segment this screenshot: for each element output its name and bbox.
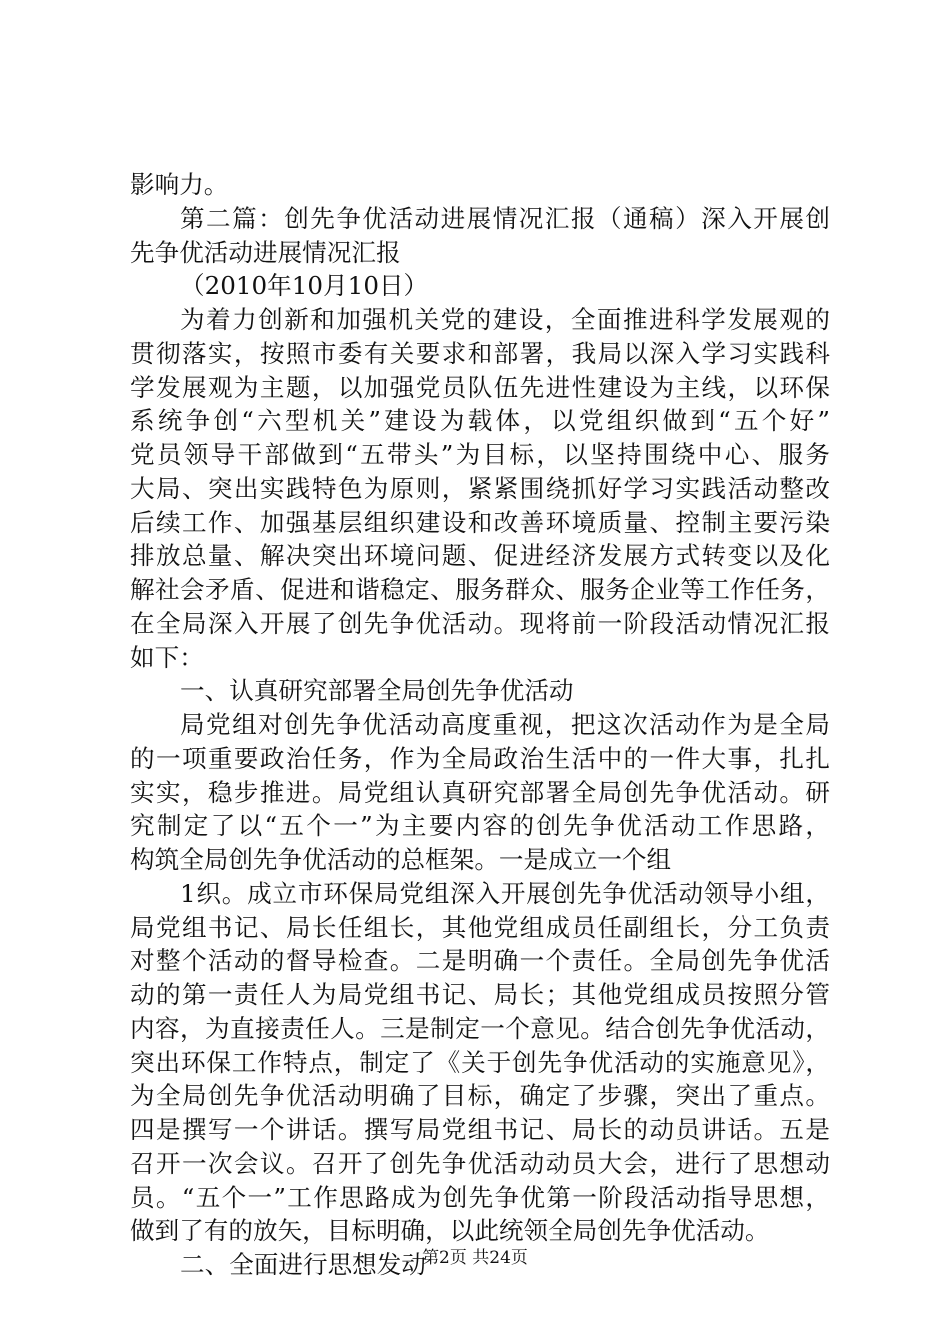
text-line: 为着力创新和加强机关党的建设，全面推进科学发展观的 (180, 305, 830, 334)
text-line: 后续工作、加强基层组织建设和改善环境质量、控制主要污染 (130, 507, 830, 537)
text-line: 突出环保工作特点，制定了《关于创先争优活动的实施意见》， (130, 1047, 830, 1077)
text-line: 影响力。 (130, 170, 229, 199)
text-line: 四是撰写一个讲话。撰写局党组书记、局长的动员讲话。五是 (130, 1115, 830, 1144)
text-line: 内容，为直接责任人。三是制定一个意见。结合创先争优活动， (130, 1013, 830, 1043)
text-line: 究制定了以“五个一”为主要内容的创先争优活动工作思路， (130, 811, 830, 841)
text-line: 解社会矛盾、促进和谐稳定、服务群众、服务企业等工作任务， (130, 575, 830, 604)
text-line: 如下： (130, 642, 204, 672)
text-line: 对整个活动的督导检查。二是明确一个责任。全局创先争优活 (130, 946, 830, 976)
text-line: 学发展观为主题，以加强党员队伍先进性建设为主线，以环保 (130, 372, 830, 402)
text-line: （2010年10月10日） (180, 271, 429, 301)
text-line: 党员领导干部做到“五带头”为目标，以坚持围绕中心、服务 (130, 440, 830, 469)
text-line: 构筑全局创先争优活动的总框架。一是成立一个组 (130, 845, 672, 874)
page-footer: 第2页 共24页 (422, 1248, 528, 1268)
text-line: 为全局创先争优活动明确了目标，确定了步骤，突出了重点。 (130, 1081, 830, 1111)
document-body (130, 168, 830, 1282)
text-line: 动的第一责任人为局党组书记、局长；其他党组成员按照分管 (130, 980, 830, 1009)
text-line: 一、认真研究部署全局创先争优活动 (180, 676, 574, 706)
text-line: 员。“五个一”工作思路成为创先争优第一阶段活动指导思想， (130, 1182, 830, 1212)
text-line: 系统争创“六型机关”建设为载体，以党组织做到“五个好” (130, 406, 830, 436)
text-line: 局党组书记、局长任组长，其他党组成员任副组长，分工负责 (130, 912, 830, 942)
text-line: 实实，稳步推进。局党组认真研究部署全局创先争优活动。研 (130, 777, 830, 807)
text-line: 先争优活动进展情况汇报 (130, 237, 401, 267)
text-line: 的一项重要政治任务，作为全局政治生活中的一件大事，扎扎 (130, 743, 830, 773)
text-line: 排放总量、解决突出环境问题、促进经济发展方式转变以及化 (130, 541, 830, 571)
text-line: 局党组对创先争优活动高度重视，把这次活动作为是全局 (180, 710, 830, 739)
text-line: 做到了有的放矢，目标明确，以此统领全局创先争优活动。 (130, 1216, 770, 1246)
text-line: 贯彻落实，按照市委有关要求和部署，我局以深入学习实践科 (130, 338, 830, 368)
text-line: 召开一次会议。召开了创先争优活动动员大会，进行了思想动 (130, 1148, 830, 1178)
text-line: 大局、突出实践特色为原则，紧紧围绕抓好学习实践活动整改 (130, 473, 830, 503)
text-line: 第二篇：创先争优活动进展情况汇报（通稿）深入开展创 (180, 203, 830, 233)
text-line: 在全局深入开展了创先争优活动。现将前一阶段活动情况汇报 (130, 608, 830, 638)
text-line: 二、全面进行思想发动 (180, 1250, 426, 1279)
text-line: 1织。成立市环保局党组深入开展创先争优活动领导小组， (180, 878, 830, 908)
